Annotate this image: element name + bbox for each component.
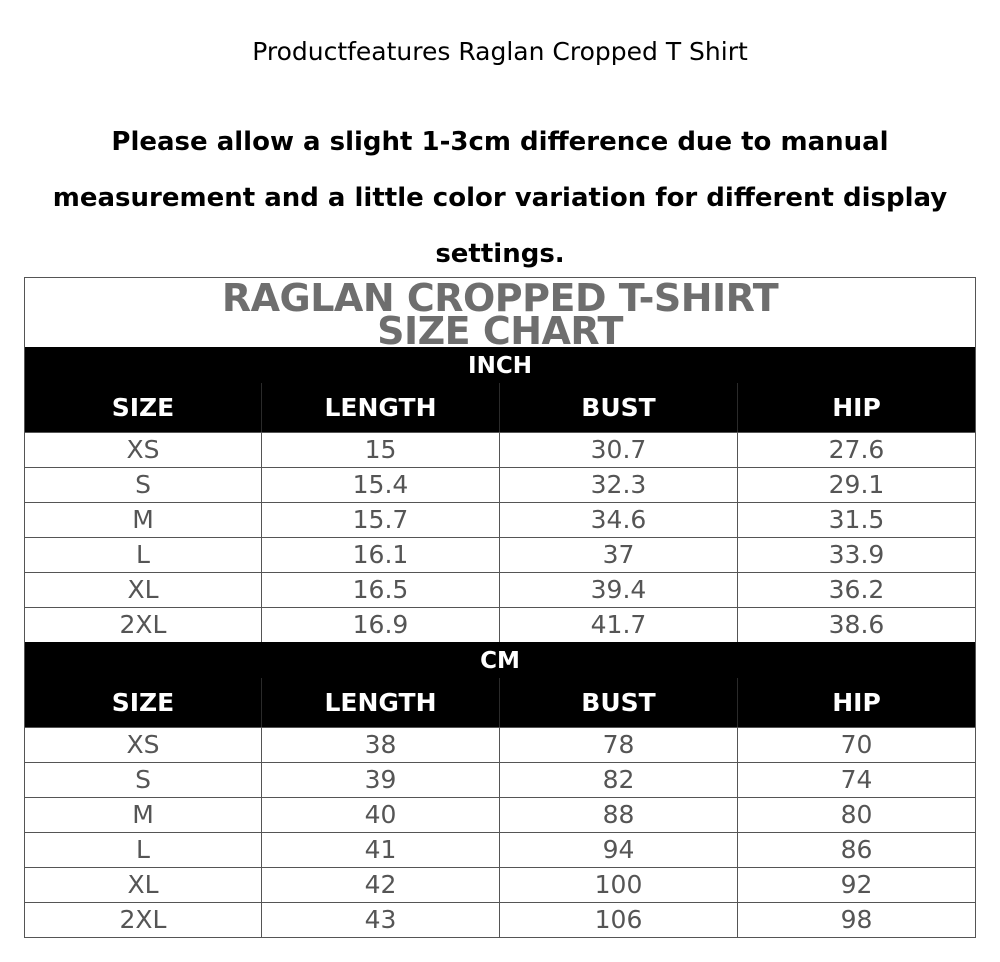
size-cell: XL (25, 868, 262, 902)
length-cell: 15.4 (262, 468, 500, 502)
bust-cell: 32.3 (500, 468, 738, 502)
table-row (25, 727, 975, 762)
column-header-row (25, 678, 975, 727)
column-header-bust: BUST (500, 383, 738, 432)
bust-cell: 37 (500, 538, 738, 572)
table-row (25, 572, 975, 607)
size-chart (24, 277, 976, 938)
hip-cell: 86 (840, 835, 873, 864)
hip-cell: 29.1 (828, 470, 885, 499)
table-row (25, 467, 975, 502)
table-row (25, 607, 975, 642)
size-cell: M (25, 798, 262, 832)
length-cell: 15.7 (262, 503, 500, 537)
bust-cell: 82 (500, 763, 738, 797)
length-cell: 16.9 (262, 608, 500, 642)
hip-cell: 70 (840, 730, 873, 759)
length-cell: 43 (262, 903, 500, 937)
size-cell: 2XL (25, 903, 262, 937)
chart-title-line: RAGLAN CROPPED T-SHIRT (221, 278, 779, 320)
table-row (25, 432, 975, 467)
column-header-size: SIZE (25, 678, 262, 727)
bust-cell: 94 (500, 833, 738, 867)
hip-cell: 27.6 (828, 435, 885, 464)
table-row (25, 867, 975, 902)
column-header-row (25, 383, 975, 432)
length-cell: 16.1 (262, 538, 500, 572)
column-header-hip: HIP (832, 688, 881, 717)
chart-title-line: SIZE CHART (377, 309, 623, 347)
bust-cell: 100 (500, 868, 738, 902)
size-cell: XS (25, 433, 262, 467)
measurement-notice (50, 114, 950, 282)
cm-table-body (25, 727, 975, 937)
bust-cell: 30.7 (500, 433, 738, 467)
table-row (25, 902, 975, 937)
product-heading: Productfeatures Raglan Cropped T Shirt (252, 37, 748, 66)
hip-cell: 38.6 (828, 610, 885, 639)
bust-cell: 34.6 (500, 503, 738, 537)
column-header-length: LENGTH (262, 678, 500, 727)
length-cell: 41 (262, 833, 500, 867)
bust-cell: 41.7 (500, 608, 738, 642)
length-cell: 40 (262, 798, 500, 832)
bust-cell: 78 (500, 728, 738, 762)
notice-line: measurement and a little color variation for different display (52, 183, 948, 213)
size-cell: XL (25, 573, 262, 607)
hip-cell: 92 (840, 870, 873, 899)
unit-header-inch: INCH (25, 347, 975, 383)
unit-header-cm: CM (25, 642, 975, 678)
length-cell: 42 (262, 868, 500, 902)
hip-cell: 80 (840, 800, 873, 829)
hip-cell: 31.5 (828, 505, 885, 534)
hip-cell: 33.9 (828, 540, 885, 569)
bust-cell: 106 (500, 903, 738, 937)
hip-cell: 74 (840, 765, 873, 794)
hip-cell: 98 (840, 905, 873, 934)
notice-line: Please allow a slight 1-3cm difference due to manual (111, 127, 889, 157)
hip-cell: 36.2 (828, 575, 885, 604)
column-header-bust: BUST (500, 678, 738, 727)
size-cell: L (25, 538, 262, 572)
bust-cell: 88 (500, 798, 738, 832)
size-cell: S (25, 468, 262, 502)
column-header-size: SIZE (25, 383, 262, 432)
table-row (25, 762, 975, 797)
length-cell: 16.5 (262, 573, 500, 607)
table-row (25, 502, 975, 537)
table-row (25, 832, 975, 867)
length-cell: 15 (262, 433, 500, 467)
size-cell: M (25, 503, 262, 537)
table-row (25, 797, 975, 832)
length-cell: 39 (262, 763, 500, 797)
size-cell: 2XL (25, 608, 262, 642)
column-header-length: LENGTH (262, 383, 500, 432)
size-chart-title (25, 278, 975, 347)
size-cell: S (25, 763, 262, 797)
size-cell: L (25, 833, 262, 867)
length-cell: 38 (262, 728, 500, 762)
notice-line: settings. (435, 239, 565, 269)
inch-table-body (25, 432, 975, 642)
size-cell: XS (25, 728, 262, 762)
column-header-hip: HIP (832, 393, 881, 422)
bust-cell: 39.4 (500, 573, 738, 607)
table-row (25, 537, 975, 572)
